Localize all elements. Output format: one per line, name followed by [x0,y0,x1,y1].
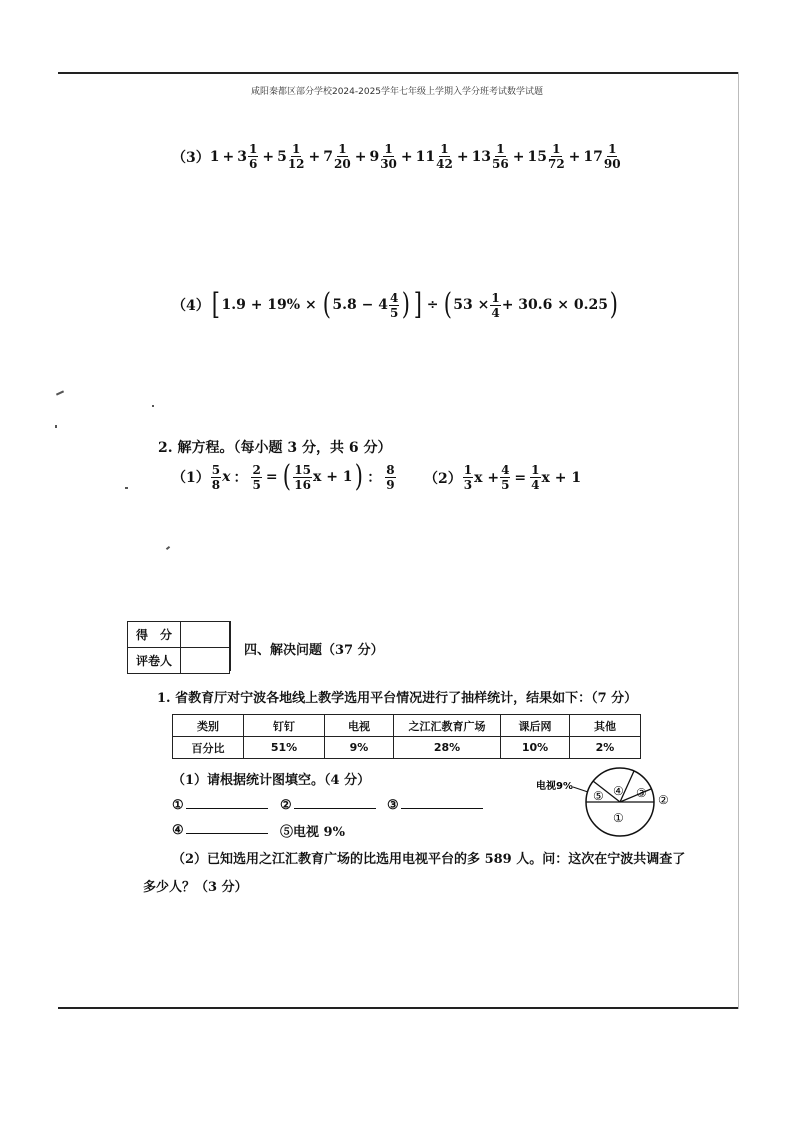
mixed-fraction-8 [604,143,621,170]
denominator: 30 [380,157,397,171]
plus-sign: + [262,148,275,165]
mixed-whole-1: 3 [237,148,247,165]
plus-sign: + [568,148,581,165]
q4-part-c: 53 × [453,297,490,313]
mixed-whole-5: 11 [415,148,436,165]
e1-colon: ： [233,470,248,486]
blank-label-4: ④ [172,823,184,838]
blank-1-row [172,796,268,813]
numerator: 1 [440,142,449,156]
right-bracket: ] [413,287,423,322]
left-bracket: [ [211,287,220,322]
q3-lead: 1 [209,148,220,165]
score-box [127,621,230,674]
sub-question-1: （1）请根据统计图填空。（4 分） [172,773,371,788]
numerator: 1 [384,142,393,156]
pie-label-leader [573,787,588,792]
mixed-fraction-1 [248,143,258,170]
calc-question-3 [172,143,622,170]
blank-label-3: ③ [387,798,399,813]
mixed-whole-2: 5 [277,148,287,165]
left-paren: ( [322,287,331,322]
scan-mark [152,405,154,407]
plus-sign: + [308,148,321,165]
blank-2[interactable] [294,796,376,809]
e2-frac-a: $\frac{1}{3}$ [463,463,473,492]
grader-cell[interactable] [181,648,230,674]
denominator: 12 [287,157,305,171]
mixed-fraction-2 [288,143,305,170]
scan-mark [166,546,170,550]
e2-equals: = [514,469,527,486]
table-header-cell: 钉钉 [244,715,325,737]
blank-3-row [387,796,483,813]
e1-x: x [222,469,231,485]
grader-label: 评卷人 [128,648,181,674]
numerator: 1 [552,142,561,156]
blank-2-row [280,796,376,813]
e1-colon-2: ： [367,470,382,486]
numerator: 1 [292,142,301,156]
denominator: 42 [436,157,453,171]
q4-part-b: 5.8 − 4 [332,297,388,313]
equations-title: 2. 解方程。（每小题 3 分，共 6 分） [158,440,392,456]
denominator: 6 [248,157,258,171]
e1-x-plus-1: x + 1 [312,469,353,485]
score-divider [230,621,231,671]
q4-c-fraction: $\frac{1}{4}$ [491,290,500,320]
e1-equals: = [265,469,278,485]
plus-sign: + [222,148,235,165]
bottom-rule [58,1007,738,1009]
q4-part-a: 1.9 + 19% × [221,297,317,313]
q1-intro: 1. 省教育厅对宁波各地线上教学选用平台情况进行了抽样统计，结果如下：（7 分） [157,691,638,706]
section-4-title: 四、解决问题（37 分） [244,643,384,658]
numerator: 1 [338,142,347,156]
pie-tv-label: 电视9% [536,781,573,792]
e2-frac-b: $\frac{4}{5}$ [501,463,510,492]
e2-tail: x + 1 [541,469,582,486]
score-label: 得 分 [128,622,181,648]
right-paren: ) [402,287,411,322]
table-cell: 51% [244,737,325,759]
denominator: 72 [547,157,565,171]
mixed-fraction-5 [436,143,453,170]
pie-sector-1: ① [613,811,624,825]
e1-frac-d: $\frac{8}{9}$ [386,462,395,492]
mixed-fraction-6 [492,143,509,170]
mixed-whole-8: 17 [583,148,603,165]
e1-frac-c: $\frac{15}{16}$ [294,462,311,492]
q3-label: （3） [172,149,210,166]
blank-label-2: ② [280,798,292,813]
blank-4-row [172,821,268,838]
e1-right-paren: ) [354,459,363,494]
table-header-cell: 之江汇教育广场 [394,715,501,737]
pie-sector-3: ③ [636,786,647,800]
table-header-cell: 电视 [325,715,394,737]
score-cell[interactable] [181,622,230,648]
denominator: 20 [334,157,351,171]
blank-1[interactable] [186,796,268,809]
calc-question-4 [172,287,620,322]
e2-x-plus: x + [474,469,500,486]
table-cell: 9% [325,737,394,759]
plus-sign: + [354,148,367,165]
q4-part-d: + 30.6 × 0.25 [501,297,608,313]
right-paren-2: ) [609,287,618,322]
stats-table [172,714,641,759]
blank-3[interactable] [401,796,483,809]
e1-frac-b: $\frac{2}{5}$ [252,462,261,492]
table-header-cell: 课后网 [501,715,570,737]
e2-label: （2） [424,470,462,487]
denominator: 56 [492,157,509,171]
mixed-whole-3: 7 [323,148,334,165]
table-cell: 2% [570,737,641,759]
numerator: 1 [496,142,505,156]
item-5-tv: ⑤电视 9% [280,825,345,840]
scan-mark [55,425,57,428]
table-header-cell: 类别 [173,715,244,737]
numerator: 1 [248,142,258,156]
blank-4[interactable] [186,821,268,834]
table-header-cell: 其他 [570,715,641,737]
pie-sector-2: ② [658,793,669,807]
pie-chart [536,766,705,846]
numerator: 1 [608,142,617,156]
e2-frac-c: $\frac{1}{4}$ [531,463,540,492]
plus-sign: + [456,148,469,165]
table-header-row [173,715,641,737]
q4-label: （4） [172,298,210,314]
mixed-whole-4: 9 [369,148,380,165]
mixed-fraction-7 [548,143,565,170]
right-margin-line [738,72,739,1009]
plus-sign: + [512,148,525,165]
q4-b-fraction: $\frac{4}{5}$ [390,290,399,320]
sub-question-2-line-2: 多少人？（3 分） [143,880,248,895]
pie-sector-5: ⑤ [593,789,604,803]
e1-left-paren: ( [282,459,291,494]
scan-mark [125,487,128,489]
blank-label-1: ① [172,798,184,813]
mixed-fraction-3 [334,143,351,170]
left-paren-2: ( [443,287,452,322]
sub-question-2-line-1: （2）已知选用之江汇教育广场的比选用电视平台的多 589 人。问：这次在宁波共调查了 [172,852,686,867]
mixed-whole-7: 15 [527,148,547,165]
table-row [173,737,641,759]
equation-2 [424,464,581,491]
e1-frac-a: $\frac{5}{8}$ [211,462,221,492]
denominator: 90 [603,157,621,171]
e1-label: （1） [172,470,210,486]
top-rule [58,72,738,74]
page-header: 咸阳秦都区部分学校2024-2025学年七年级上学期入学分班考试数学试题 [250,87,544,97]
equation-1 [172,459,397,494]
plus-sign: + [400,148,413,165]
q4-divide: ÷ [426,297,439,313]
mixed-fraction-4 [380,143,397,170]
pie-sector-4: ④ [613,784,624,798]
mixed-whole-6: 13 [471,148,492,165]
table-cell: 10% [501,737,570,759]
table-cell: 28% [394,737,501,759]
table-cell: 百分比 [173,737,244,759]
scan-mark [56,390,64,395]
